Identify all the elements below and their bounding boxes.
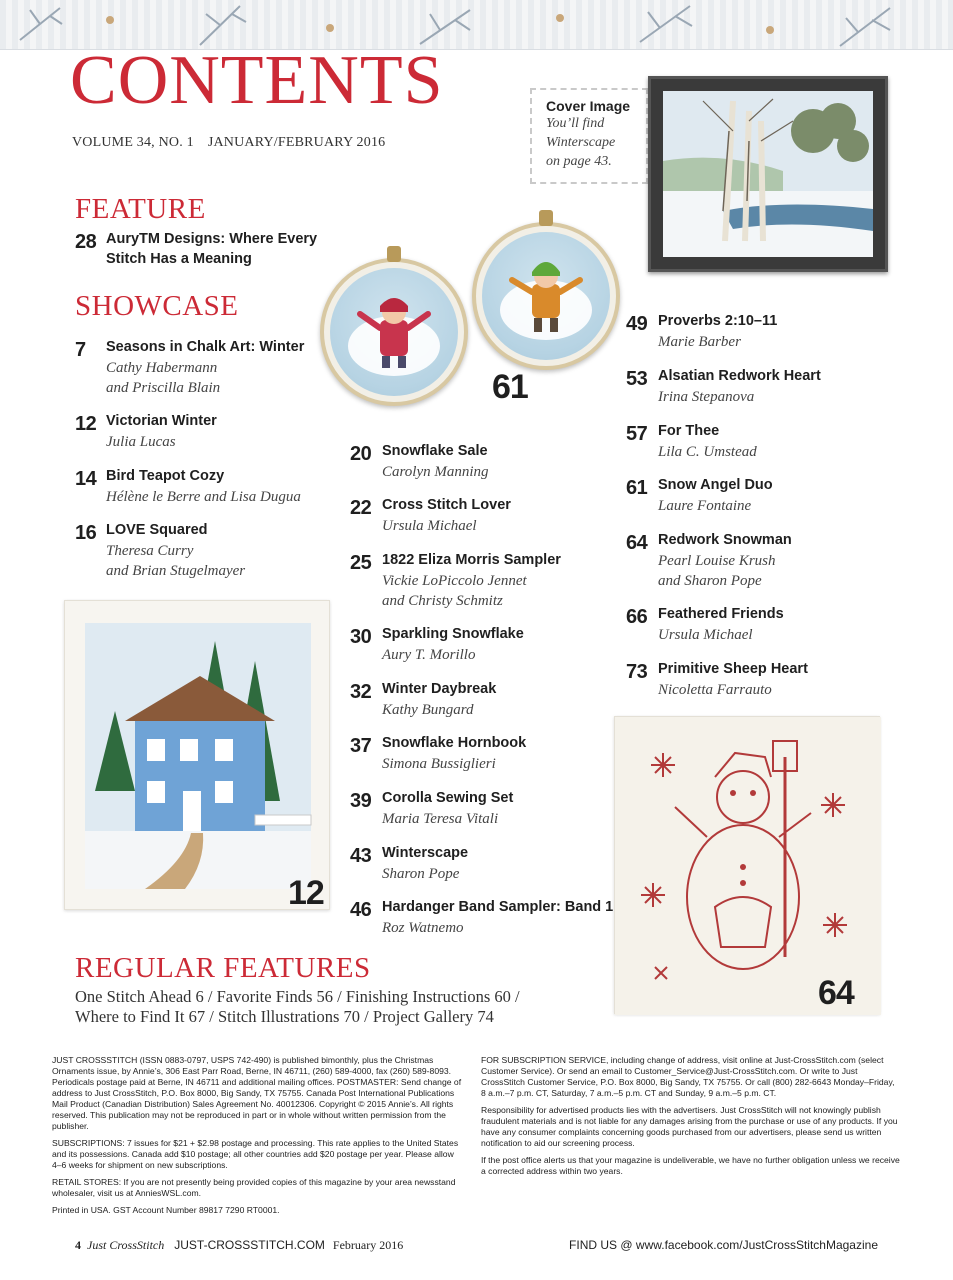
page-number: 20 <box>350 443 372 465</box>
entry-author: Maria Teresa Vitali <box>382 811 499 827</box>
entry-author: Sharon Pope <box>382 866 460 882</box>
entry-title: Snowflake Sale <box>382 443 488 459</box>
entry-title: Sparkling Snowflake <box>382 626 524 642</box>
page-number: 61 <box>626 477 648 499</box>
hoop-fabric <box>330 268 458 396</box>
entry-title: For Thee <box>658 423 720 439</box>
entry-author: Kathy Bungard <box>382 702 474 718</box>
hoop-screw <box>387 246 401 262</box>
snow-angel-girl-image <box>330 268 458 396</box>
entry-title: Alsatian Redwork Heart <box>658 368 821 384</box>
entry-title: Corolla Sewing Set <box>382 790 514 806</box>
magazine-website-link[interactable]: JUST-CROSSSTITCH.COM <box>174 1238 325 1252</box>
regular-features-line: Where to Find It 67 / Stitch Illustrations 70 / Project Gallery 74 <box>75 1007 494 1026</box>
entry-title: Bird Teapot Cozy <box>106 468 225 484</box>
issue-line <box>72 135 385 151</box>
publication-statement: JUST CROSSSTITCH (ISSN 0883-0797, USPS 742-490) is published bimonthly, plus the Christmas Ornaments issue, by Annie’s, 306 East Parr Road, Berne, IN 46711, (260) 589-4000, fax (260) 589-8093. Periodicals postage paid at Berne, IN 46711 and additional mailing offices. POSTMASTER: Send change of address to Just CrossStitch, P.O. Box 8000, Big Sandy, TX 75755. Canada Post International Publications Mail Product (Canadian Distribution) Sales Agreement No. 40012306. Copyright © 2015 Annie’s. All rights reserved. This publication may not be reproduced in part or in whole without written permission from the publisher. <box>52 1055 462 1131</box>
page-number: 14 <box>75 468 97 490</box>
entry-author: Carolyn Manning <box>382 464 489 480</box>
subscriptions-info: SUBSCRIPTIONS: 7 issues for $21 + $2.98 postage and processing. This rate applies to the United States and its possessions. Canada add $10 postage; all other countries add $20 postage per year. Please allow 4–6 weeks for shipment on new subscriptions. <box>52 1138 459 1170</box>
entry-title: Hardanger Band Sampler: Band 1 <box>382 899 614 915</box>
entry-author: Aury T. Morillo <box>382 647 476 663</box>
page-number: 64 <box>626 532 648 554</box>
entry-author: Julia Lucas <box>106 434 176 450</box>
page-footer-left <box>75 1238 403 1253</box>
entry-author: Hélène le Berre and Lisa Dugua <box>106 489 301 505</box>
entry-title: Primitive Sheep Heart <box>658 661 808 677</box>
redwork-snowman-image <box>615 717 881 1015</box>
entry-author: and Priscilla Blain <box>106 380 221 396</box>
snowman-page-label: 64 <box>818 974 854 1012</box>
page-number: 39 <box>350 790 372 812</box>
page-number: 57 <box>626 423 648 445</box>
page-number: 28 <box>75 231 97 253</box>
publication-info-right <box>481 1055 901 1183</box>
issue-date: JANUARY/FEBRUARY 2016 <box>207 135 386 150</box>
regular-features-heading: REGULAR FEATURES <box>75 952 371 984</box>
cover-line: You’ll find <box>546 116 605 131</box>
page-number: 12 <box>75 413 97 435</box>
page-number: 25 <box>350 552 372 574</box>
undeliverable-notice: If the post office alerts us that your magazine is undeliverable, we have no further obligation unless we receive a corrected address within two years. <box>481 1155 900 1176</box>
entry-title: Winter Daybreak <box>382 681 497 697</box>
regular-features-list <box>75 987 520 1027</box>
page-number: 7 <box>75 339 86 361</box>
entry-title: Snowflake Hornbook <box>382 735 527 751</box>
advertiser-responsibility: Responsibility for advertised products lies with the advertisers. Just CrossStitch will not knowingly publish fraudulent materials and is not liable for any damages arising from the purchase or use of any products. If you have any consumer complaints concerning goods purchased from our advertisers, please send us written notification to aid our screening process. <box>481 1105 898 1148</box>
snow-angel-boy-image <box>482 232 610 360</box>
entry-title: Feathered Friends <box>658 606 784 622</box>
entry-author: Theresa Curry <box>106 543 194 559</box>
cover-heading: Cover Image <box>546 98 631 114</box>
regular-features-line: One Stitch Ahead 6 / Favorite Finds 56 / Finishing Instructions 60 / <box>75 987 520 1006</box>
page-number: 30 <box>350 626 372 648</box>
cover-image-note <box>530 88 648 184</box>
retail-stores-info: RETAIL STORES: If you are not presently being provided copies of this magazine by your area newsstand wholesaler, visit us at AnniesWSL.com. <box>52 1177 456 1198</box>
entry-author: and Brian Stugelmayer <box>106 563 246 579</box>
entry-author: and Christy Schmitz <box>382 593 503 609</box>
snow-angel-hoop-right <box>472 222 620 370</box>
entry-author: Marie Barber <box>658 334 741 350</box>
printed-info: Printed in USA. GST Account Number 89817 7290 RT0001. <box>52 1205 280 1215</box>
page-number: 46 <box>350 899 372 921</box>
page-number: 66 <box>626 606 648 628</box>
folio-page-number: 4 <box>75 1238 81 1252</box>
page-number: 53 <box>626 368 648 390</box>
showcase-heading: SHOWCASE <box>75 290 239 322</box>
entry-author: Pearl Louise Krush <box>658 553 776 569</box>
victorian-house-image <box>65 601 331 911</box>
entry-author: Lila C. Umstead <box>658 444 757 460</box>
entry-author: and Sharon Pope <box>658 573 762 589</box>
house-page-label: 12 <box>288 874 324 912</box>
entry-author: Ursula Michael <box>382 518 477 534</box>
hoop-fabric <box>482 232 610 360</box>
hoop-screw <box>539 210 553 226</box>
entry-author: Simona Bussiglieri <box>382 756 496 772</box>
entry-title: LOVE Squared <box>106 522 208 538</box>
page-number: 73 <box>626 661 648 683</box>
feature-heading: FEATURE <box>75 193 206 225</box>
entry-author: Irina Stepanova <box>658 389 755 405</box>
entry-author: Laure Fontaine <box>658 498 752 514</box>
entry-title: AuryTM Designs: Where Every <box>106 231 318 247</box>
hoops-page-label: 61 <box>492 368 528 406</box>
entry-title: Cross Stitch Lover <box>382 497 511 513</box>
entry-author: Nicoletta Farrauto <box>658 682 772 698</box>
entry-title: Seasons in Chalk Art: Winter <box>106 339 305 355</box>
entry-title: Proverbs 2:10–11 <box>658 313 778 329</box>
entry-author: Cathy Habermann <box>106 360 218 376</box>
page-number: 22 <box>350 497 372 519</box>
redwork-snowman-mat <box>614 716 880 1014</box>
entry-title: Stitch Has a Meaning <box>106 251 252 267</box>
entry-author: Roz Watnemo <box>382 920 464 936</box>
entry-title: Victorian Winter <box>106 413 217 429</box>
entry-author: Ursula Michael <box>658 627 753 643</box>
folio-date: February 2016 <box>332 1238 404 1252</box>
entry-title: Redwork Snowman <box>658 532 792 548</box>
entry-author: Vickie LoPiccolo Jennet <box>382 573 527 589</box>
page-number: 43 <box>350 845 372 867</box>
entry-title: Snow Angel Duo <box>658 477 773 493</box>
victorian-winter-mat <box>64 600 330 910</box>
page-number: 32 <box>350 681 372 703</box>
folio-magazine-name: Just CrossStitch <box>87 1238 165 1252</box>
cover-framed-picture <box>648 76 888 272</box>
volume-number: VOLUME 34, NO. 1 <box>72 135 194 150</box>
snow-angel-hoop-left <box>320 258 468 406</box>
cover-line: Winterscape <box>546 135 616 150</box>
entry-title: 1822 Eliza Morris Sampler <box>382 552 561 568</box>
subscription-service-info: FOR SUBSCRIPTION SERVICE, including change of address, visit online at Just-CrossStitch.com (select Customer Service). Or send an email to Customer_Service@Just-CrossStitch.com. Or write to Just CrossStitch Customer Service, P.O. Box 8000, Big Sandy, TX 75755. Or call (800) 282-6643 Monday–Friday, 8 a.m.–7 p.m. CT, Saturday, 7 a.m.–5 p.m. CT and Sunday, 9 a.m.–5 p.m. CT. <box>481 1055 895 1098</box>
page-number: 49 <box>626 313 648 335</box>
cover-line: on page 43. <box>546 154 612 169</box>
winterscape-image <box>663 91 873 257</box>
entry-title: Winterscape <box>382 845 469 861</box>
page-number: 37 <box>350 735 372 757</box>
page-title: CONTENTS <box>70 42 444 119</box>
page-number: 16 <box>75 522 97 544</box>
facebook-link[interactable]: FIND US @ www.facebook.com/JustCrossStitchMagazine <box>569 1238 878 1252</box>
publication-info-left <box>52 1055 462 1222</box>
